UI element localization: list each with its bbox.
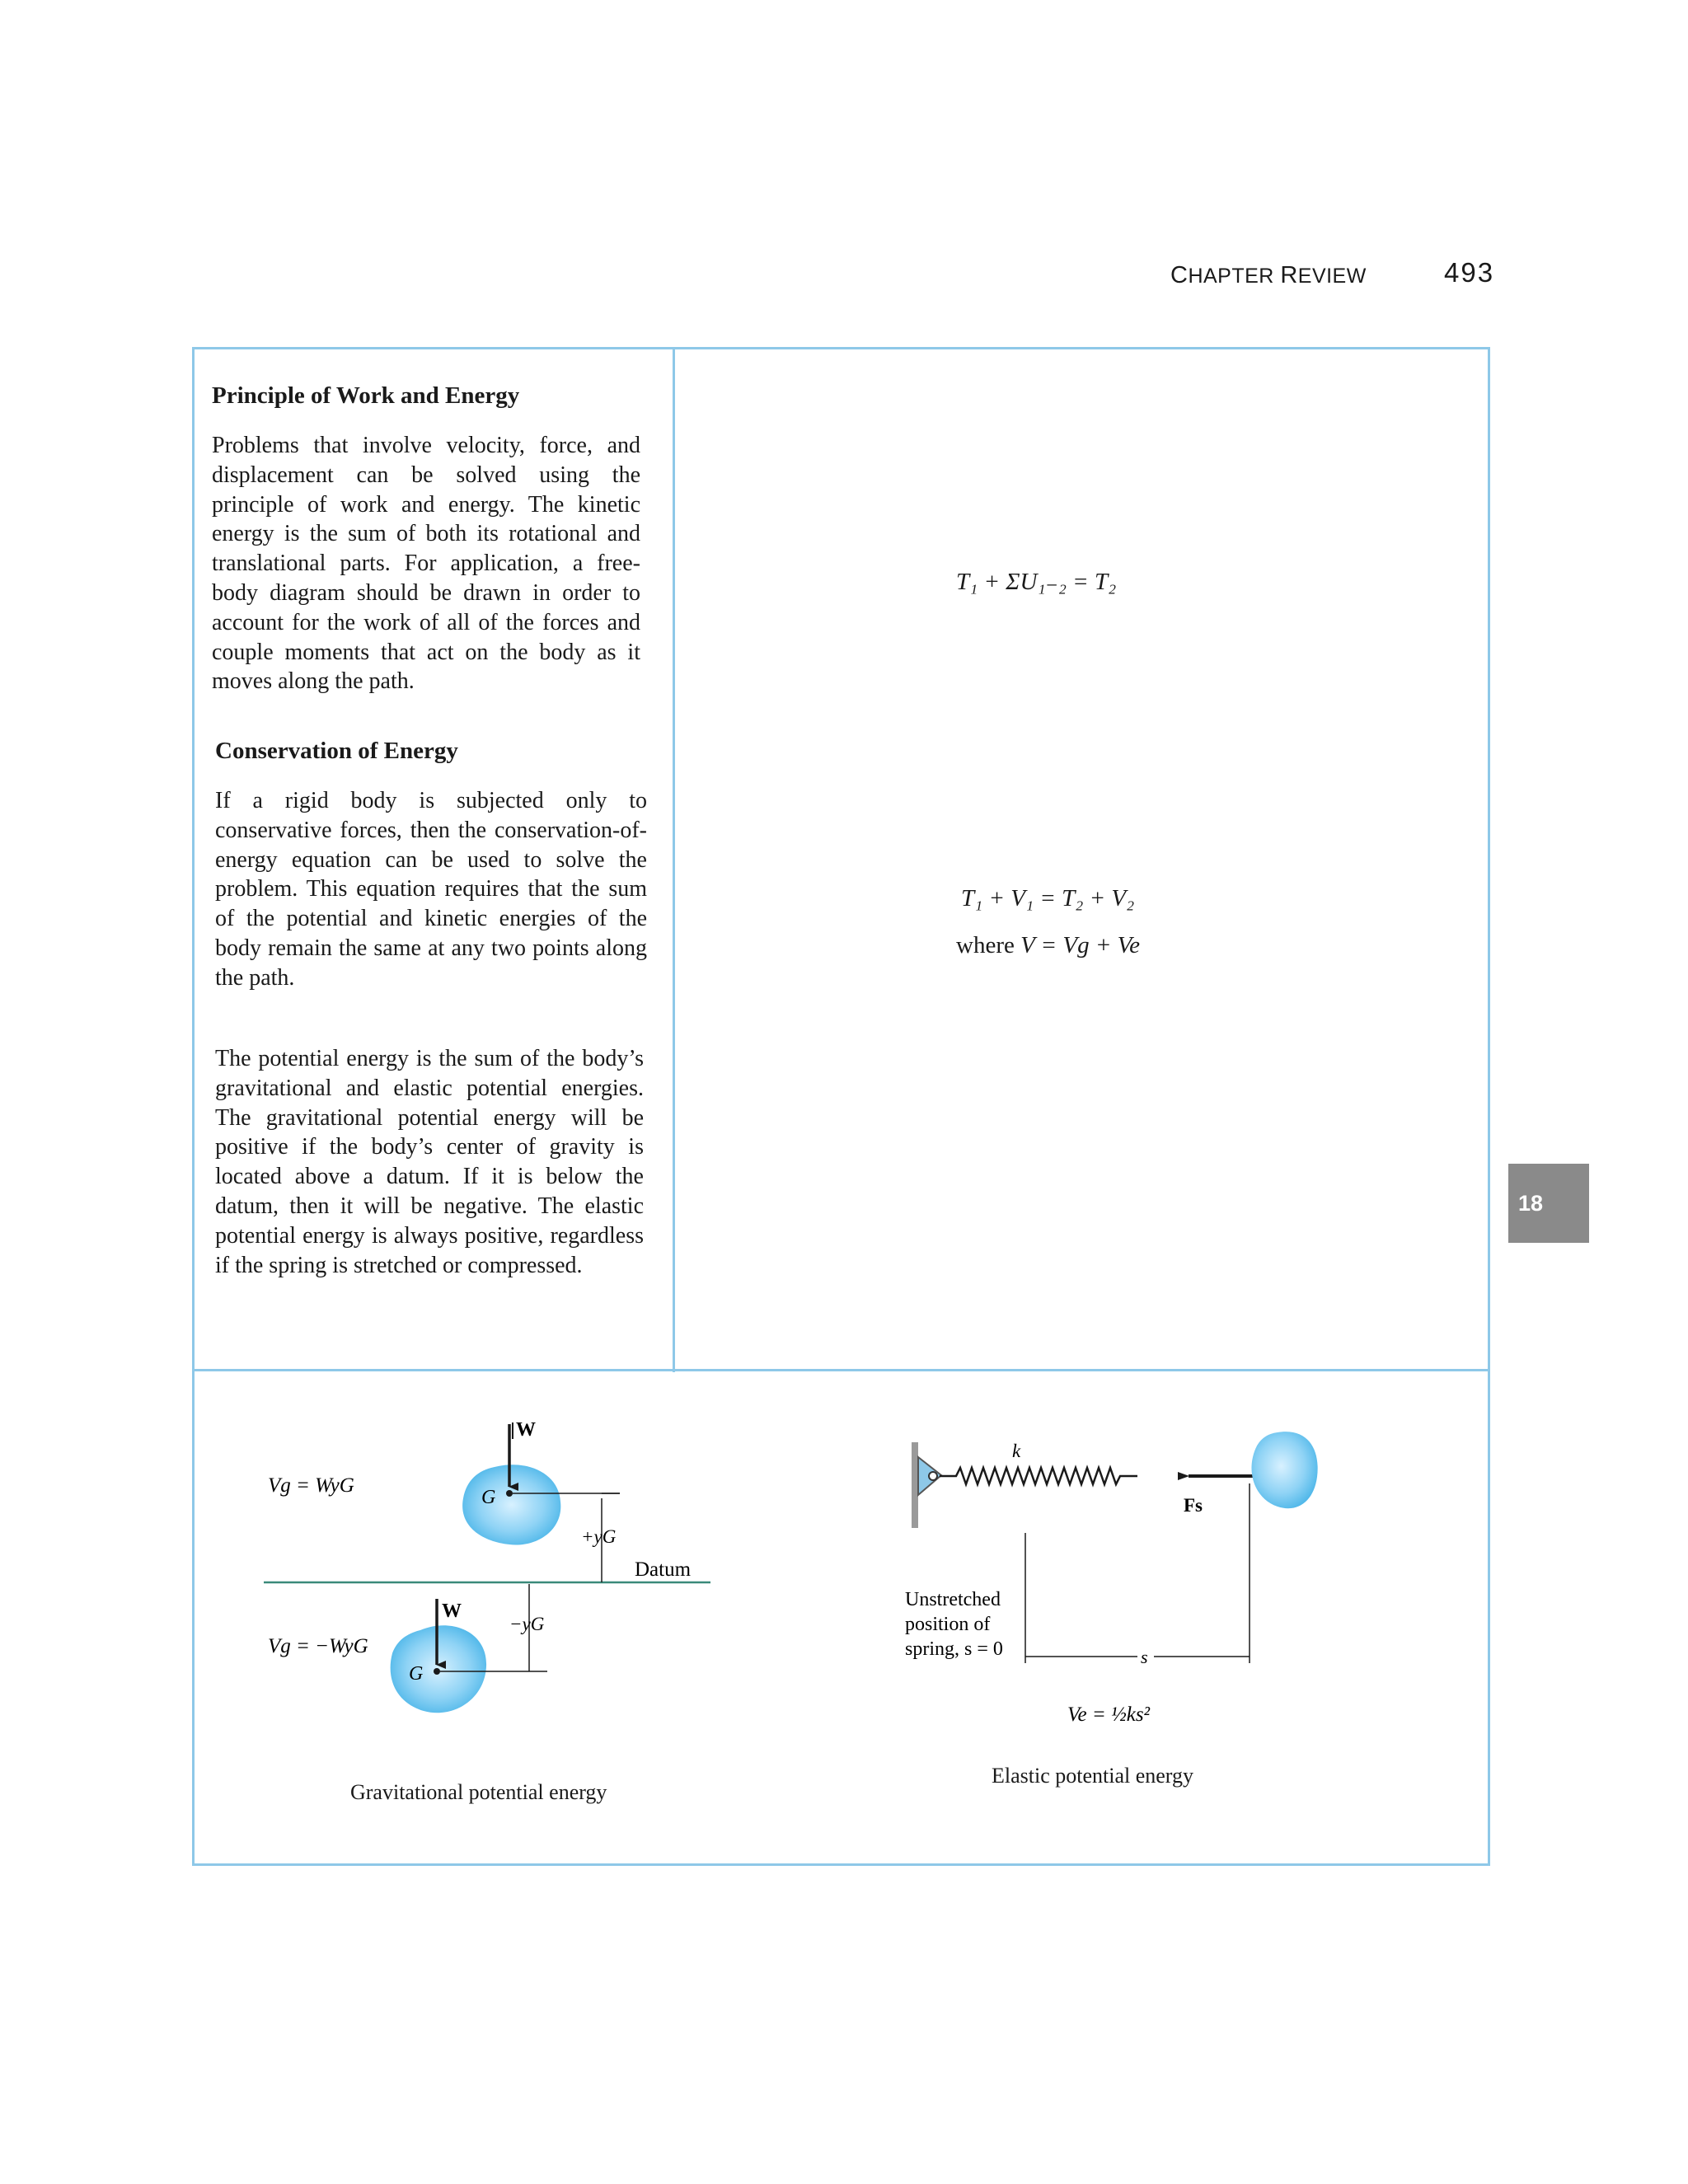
stretch-label: s [1141,1647,1148,1667]
upper-gravity-equation: Vg = WyG [268,1474,354,1497]
minus-y-label: −yG [509,1614,545,1634]
gravitational-caption: Gravitational potential energy [350,1780,607,1804]
pin [929,1472,937,1480]
where-equation: V = Vg + Ve [1020,932,1141,958]
equation-potential-definition [956,932,1140,959]
column-divider [673,347,675,1372]
upper-weight-label: W [516,1419,536,1441]
unstretched-line-1: Unstretched [905,1589,1001,1610]
elastic-formula: Ve = ½ks² [1067,1704,1151,1726]
spring-constant-label: k [1012,1441,1021,1461]
equation-conservation: T₁ + V₁ = T₂ + V₂ [961,885,1135,912]
elastic-body-blob [1251,1432,1317,1508]
unstretched-line-3: spring, s = 0 [905,1638,1003,1660]
upper-body-blob [462,1465,560,1544]
upper-center-dot [506,1490,513,1497]
lower-weight-label: W [442,1601,462,1622]
figure-divider [192,1369,1490,1371]
elastic-figure [890,1409,1352,1739]
gravitational-figure [247,1401,742,1747]
spring-coil [940,1468,1137,1484]
lower-center-dot [434,1668,440,1675]
running-head: CHAPTER REVIEW [1170,262,1367,288]
chapter-tab: 18 [1508,1164,1589,1243]
paragraph-potential-energy: The potential energy is the sum of the body’s gravitational and elastic potential energies. The gravitational potential energy will be positive if the body’s center of gravity is located above a datum. If it is below the datum, then it will be negative. The elastic potential energy is always positive, regardless if the spring is stretched or compressed. [215,1046,644,1278]
lower-gravity-equation: Vg = −WyG [268,1635,368,1657]
page-number: 493 [1444,257,1495,288]
wall-support [912,1442,918,1528]
spring-force-label: Fs [1184,1495,1203,1516]
paragraph-work-energy: Problems that involve velocity, force, and displacement can be solved using the principle of work and energy. The kinetic energy is the sum of both its rotational and translational parts. For application, a free-body diagram should be drawn in order to account for the work of all of the forces and couple moments that act on the body as it moves along the path. [212,433,640,695]
where-word: where [956,932,1015,958]
elastic-caption: Elastic potential energy [992,1764,1193,1788]
upper-center-label: G [481,1487,496,1508]
plus-y-label: +yG [581,1526,617,1547]
heading-work-energy: Principle of Work and Energy [212,382,520,409]
unstretched-line-2: position of [905,1614,991,1635]
paragraph-conservation: If a rigid body is subjected only to conservative forces, then the conservation-of-energy equation can be used to solve the problem. This equation requires that the sum of the potential and kinetic energies of the body remain the same at any two points along the path. [215,788,647,991]
datum-label: Datum [635,1558,692,1581]
equation-work-energy: T₁ + ΣU₁₋₂ = T₂ [956,569,1117,595]
heading-conservation: Conservation of Energy [215,738,458,764]
lower-center-label: G [409,1663,424,1685]
